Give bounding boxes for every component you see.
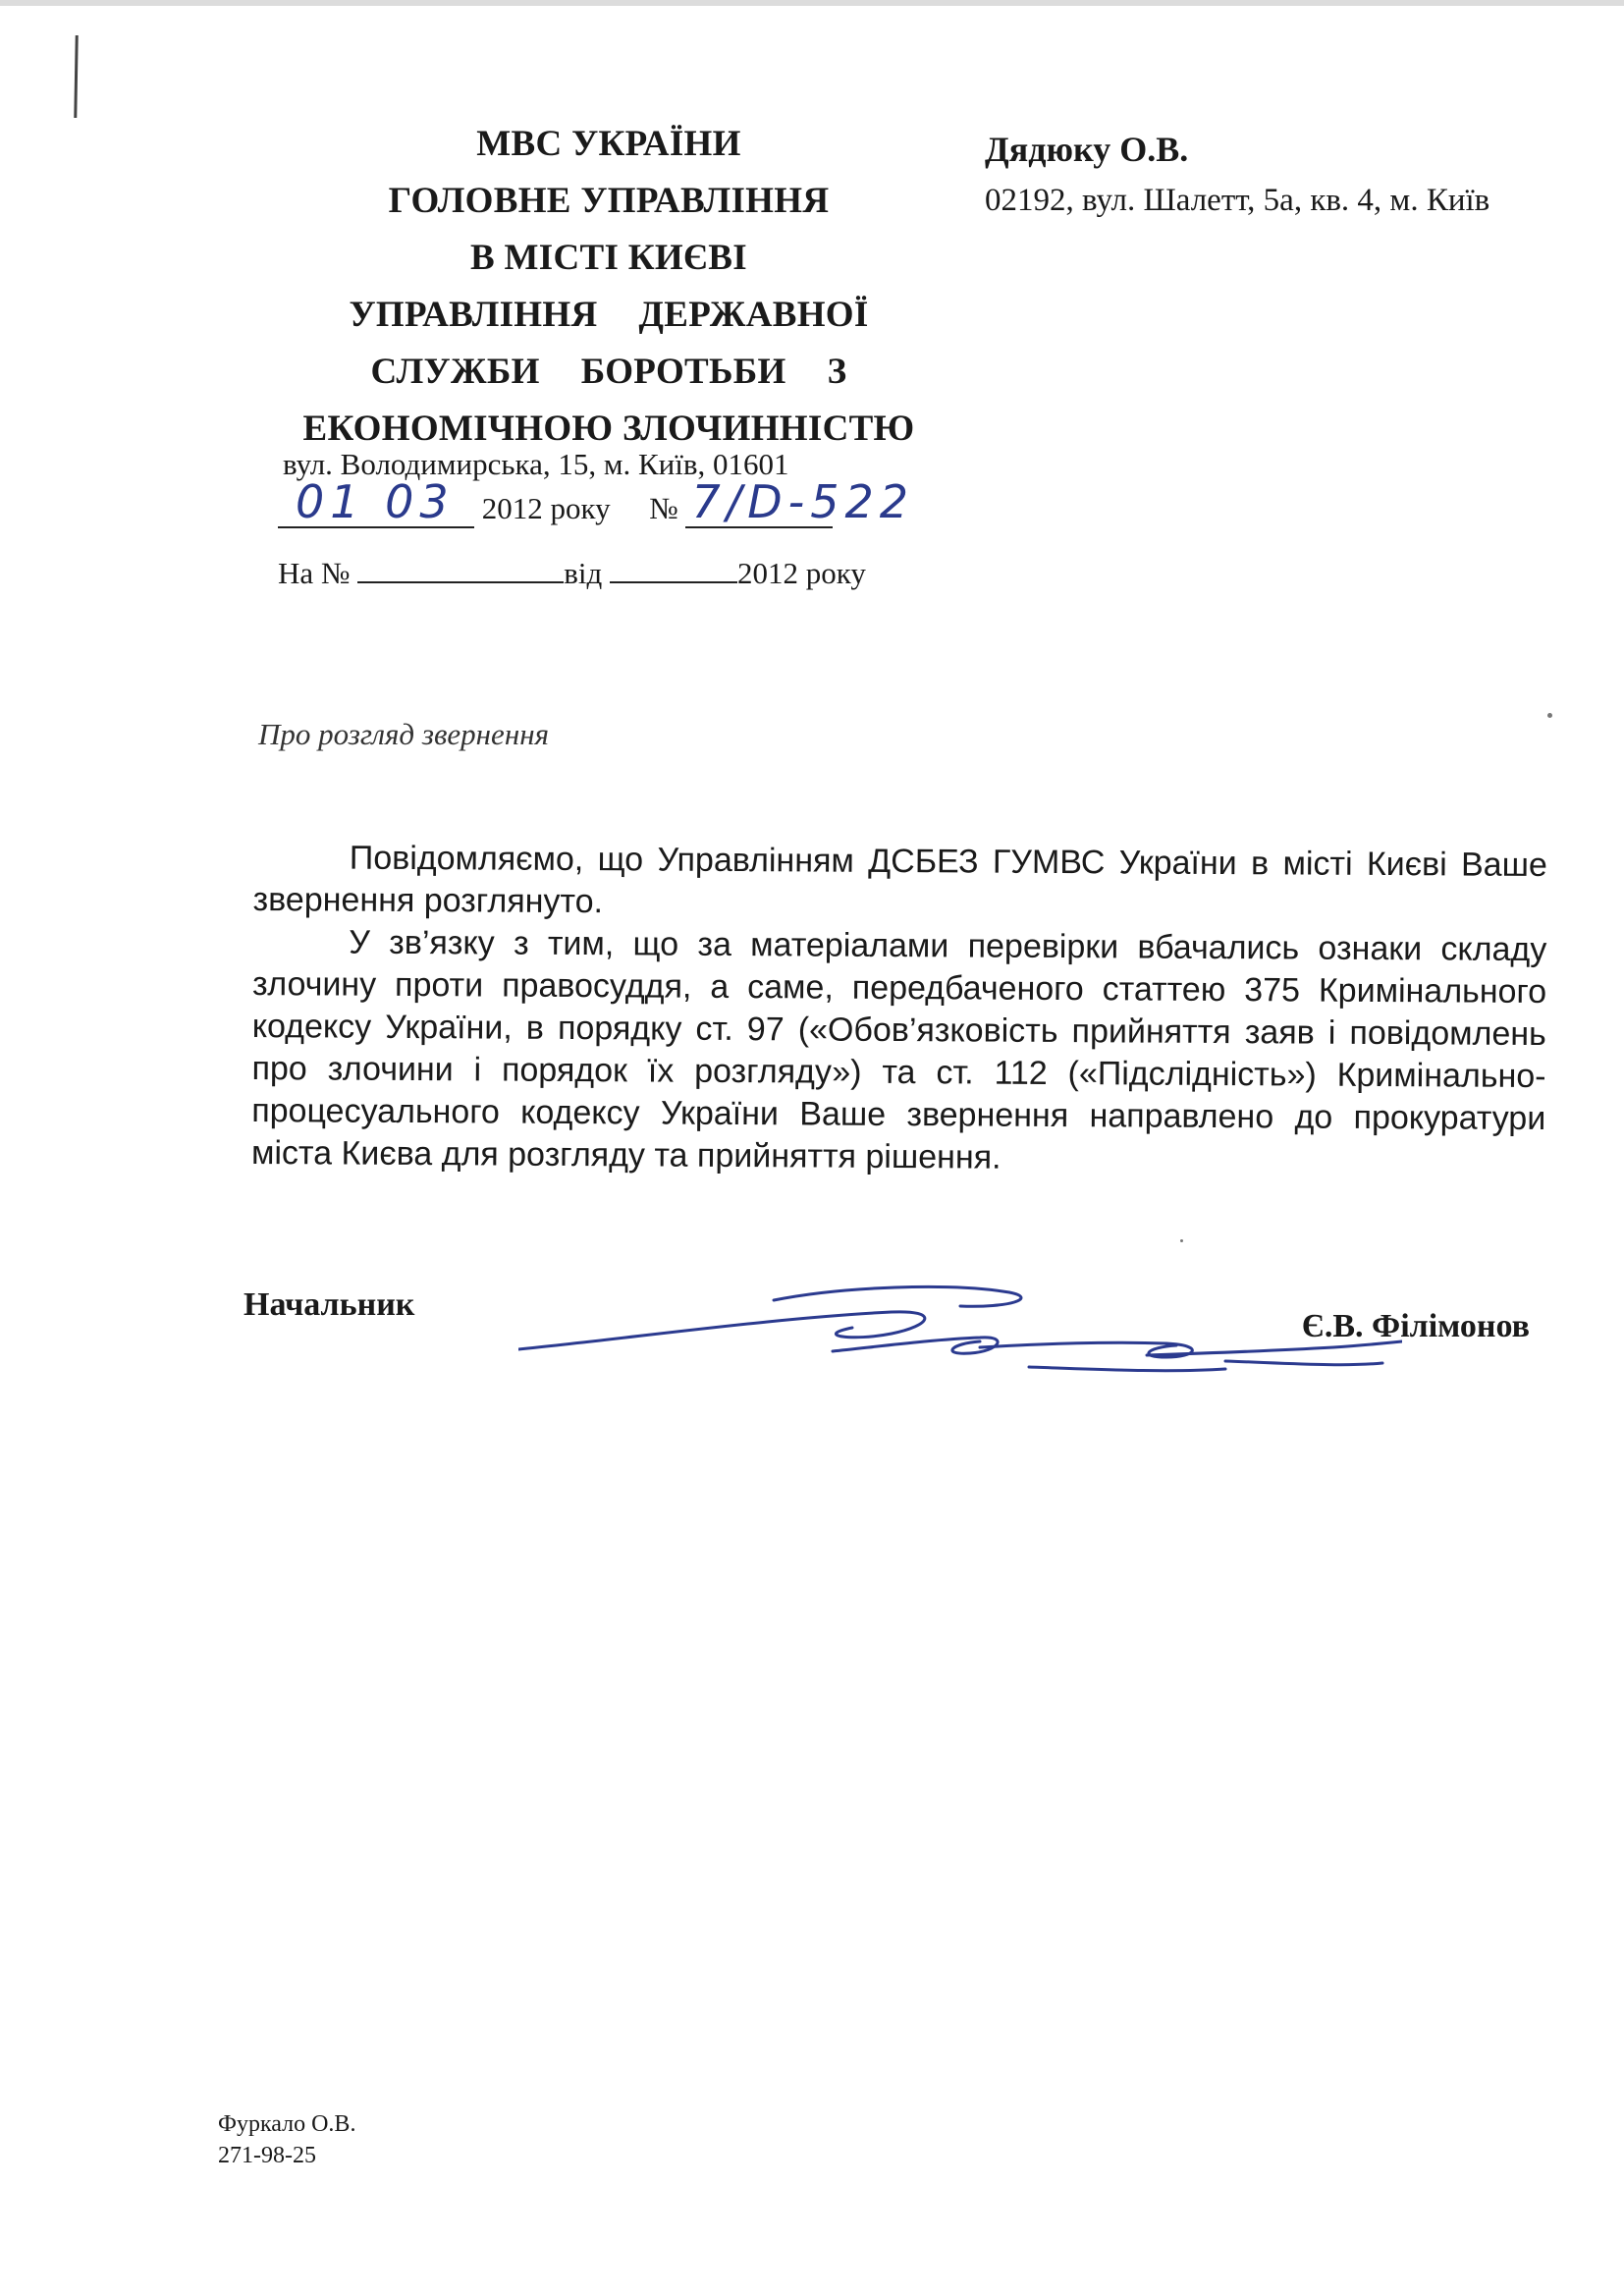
letterhead-line-1: МВС УКРАЇНИ [476,124,741,164]
body-paragraph-1: Повідомляємо, що Управлінням ДСБЕЗ ГУМВС України в місті Києві Ваше звернення розглянуто. [252,839,1547,921]
handwritten-date: 01 03 [296,475,455,528]
signature-block [244,1279,1549,1387]
letterhead-line-5 [236,344,982,401]
executor-block [218,2108,355,2171]
recipient-name: Дядюку О.В. [985,130,1189,169]
reference-from: від [564,556,603,590]
signer-name: Є.В. Філімонов [1301,1308,1530,1344]
handwritten-signature [518,1279,1402,1387]
letterhead-line-6: ЕКОНОМІЧНОЮ ЗЛОЧИННІСТЮ [302,409,915,449]
letterhead-line-5-c: З [827,352,847,392]
letterhead-line-2: ГОЛОВНЕ УПРАВЛІННЯ [388,181,830,221]
letterhead-line-4-b: ДЕРЖАВНОЇ [638,295,869,335]
scan-speck [1180,1239,1183,1242]
number-field [685,475,915,528]
executor-phone: 271-98-25 [218,2143,316,2168]
date-year-text: 2012 року [481,491,611,525]
subject-line: Про розгляд звернення [258,717,549,751]
sender-address: вул. Володимирська, 15, м. Київ, 01601 [283,447,789,481]
reference-year-text: 2012 року [737,556,866,590]
scan-speck [1547,713,1552,718]
outgoing-date-number [278,475,915,542]
date-field [278,475,474,528]
letterhead-line-5-b: БОРОТЬБИ [580,352,786,392]
body-paragraph-2: У зв’язку з тим, що за матеріалами перевірки вбачались ознаки складу злочину проти правосуддя, а саме, передбаченого статтею 375 Кримінального кодексу України, в порядку ст. 97 («Обов’язковість прийняття заяв і повідомлень про злочини і порядок їх розгляду») та ст. 112 («Підслідність») Кримінально-процесуального кодексу України Ваше звернення направлено до прокуратури міста Києва для розгляду та прийняття рішення. [250,923,1547,1176]
handwritten-number: 7/D-522 [691,475,915,528]
scan-top-edge [0,0,1624,6]
number-label: № [649,491,678,525]
signer-title: Начальник [244,1286,415,1323]
reference-number-blank [357,580,564,583]
executor-name: Фуркало О.В. [218,2111,356,2137]
letter-body [251,837,1547,1182]
letterhead-line-4 [236,287,982,344]
letterhead-line-4-a: УПРАВЛІННЯ [349,295,598,335]
letterhead-line-5-a: СЛУЖБИ [370,352,540,392]
staple-mark [74,35,78,118]
letterhead [236,116,982,458]
reference-line [278,556,866,591]
recipient-block [985,124,1489,226]
reference-date-blank [610,580,737,583]
reference-label: На № [278,556,351,590]
recipient-address: 02192, вул. Шалетт, 5а, кв. 4, м. Київ [985,183,1490,218]
letterhead-line-3: В МІСТІ КИЄВІ [470,238,747,278]
